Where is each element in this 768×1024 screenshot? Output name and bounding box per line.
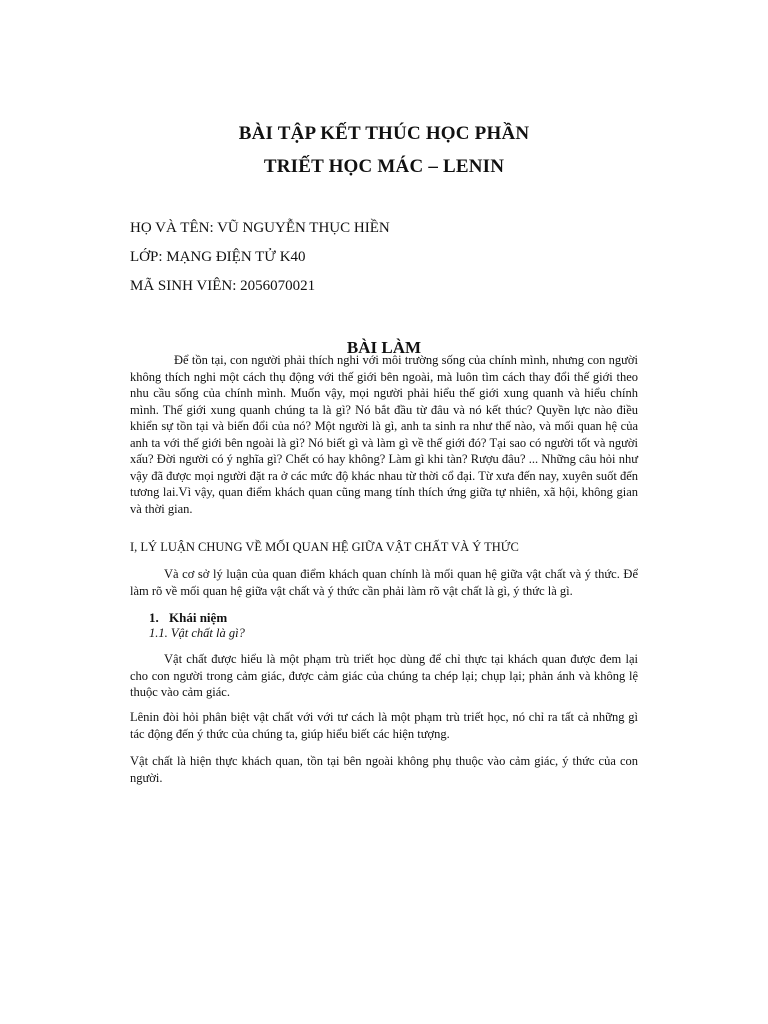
lenin-paragraph: Lênin đòi hỏi phân biệt vật chất với với tư cách là một phạm trù triết học, nó chỉ ra tất cả những gì tác động đến ý thức của chúng ta, giúp hiểu biết các hiện tượng. — [130, 710, 638, 741]
document-title-line-1: BÀI TẬP KẾT THÚC HỌC PHẦN — [238, 123, 530, 144]
basis-paragraph: Và cơ sở lý luận của quan điểm khách quan chính là mối quan hệ giữa vật chất và ý thức. Để làm rõ về mối quan hệ giữa vật chất và ý thức cần phải làm rõ vật chất là gì, ý thức là gì. — [130, 567, 638, 598]
reality-paragraph: Vật chất là hiện thực khách quan, tồn tại bên ngoài không phụ thuộc vào cảm giác, ý thức của con người. — [130, 754, 638, 785]
document-title-line-2: TRIẾT HỌC MÁC – LENIN — [263, 156, 505, 177]
sub-sub-heading: 1.1. Vật chất là gì? — [149, 626, 245, 640]
intro-paragraph: Để tồn tại, con người phải thích nghi với môi trường sống của chính mình, nhưng con người không thích nghi một cách thụ động với thế giới bên ngoài, mà luôn tìm cách thay đổi thế giới theo nhu cầu sống của chính mình. Muốn vậy, mọi người phải hiểu thế giới xung quanh và hiểu chính mình. Thế giới xung quanh chúng ta là gì? Nó bắt đầu từ đâu và nó kết thúc? Quyền lực nào điều khiển sự tồn tại và biến đổi của nó? Một người là gì, anh ta sinh ra như thế nào, và mối quan hệ của anh ta với thế giới bên ngoài là gì? Nó biết gì và làm gì về thế giới đó? Tại sao có người tốt và người xấu? Đời người có ý nghĩa gì? Chết có hay không? Làm gì khi tàn? Rượu đâu? ... Những câu hỏi như vậy đã được mọi người đặt ra ở các mức độ khác nhau từ thời cổ đại. Từ xưa đến nay, xuyên suốt đến tương lai.Vì vậy, quan điểm khách quan cũng mang tính thích ứng giữa tự nhiên, xã hội, không gian và thời gian. — [130, 353, 638, 516]
definition-paragraph: Vật chất được hiểu là một phạm trù triết học dùng để chỉ thực tại khách quan được đem lại cho con người trong cảm giác, được cảm giác của chúng ta chép lại; chụp lại; phản ánh và không lệ thuộc vào cảm giác. — [130, 652, 638, 699]
student-class: LỚP: MẠNG ĐIỆN TỬ K40 — [130, 249, 306, 265]
student-id: MÃ SINH VIÊN: 2056070021 — [130, 278, 316, 294]
sub-heading-number: 1. — [149, 610, 159, 625]
section-heading: I, LÝ LUẬN CHUNG VỀ MỐI QUAN HỆ GIỮA VẬT CHẤT VÀ Ý THỨC — [130, 540, 519, 554]
section-title-bai-lam: BÀI LÀM — [346, 338, 422, 357]
sub-heading-text: Khái niệm — [169, 610, 228, 625]
sub-heading — [149, 610, 227, 626]
student-name: HỌ VÀ TÊN: VŨ NGUYỄN THỤC HIỀN — [130, 220, 390, 236]
